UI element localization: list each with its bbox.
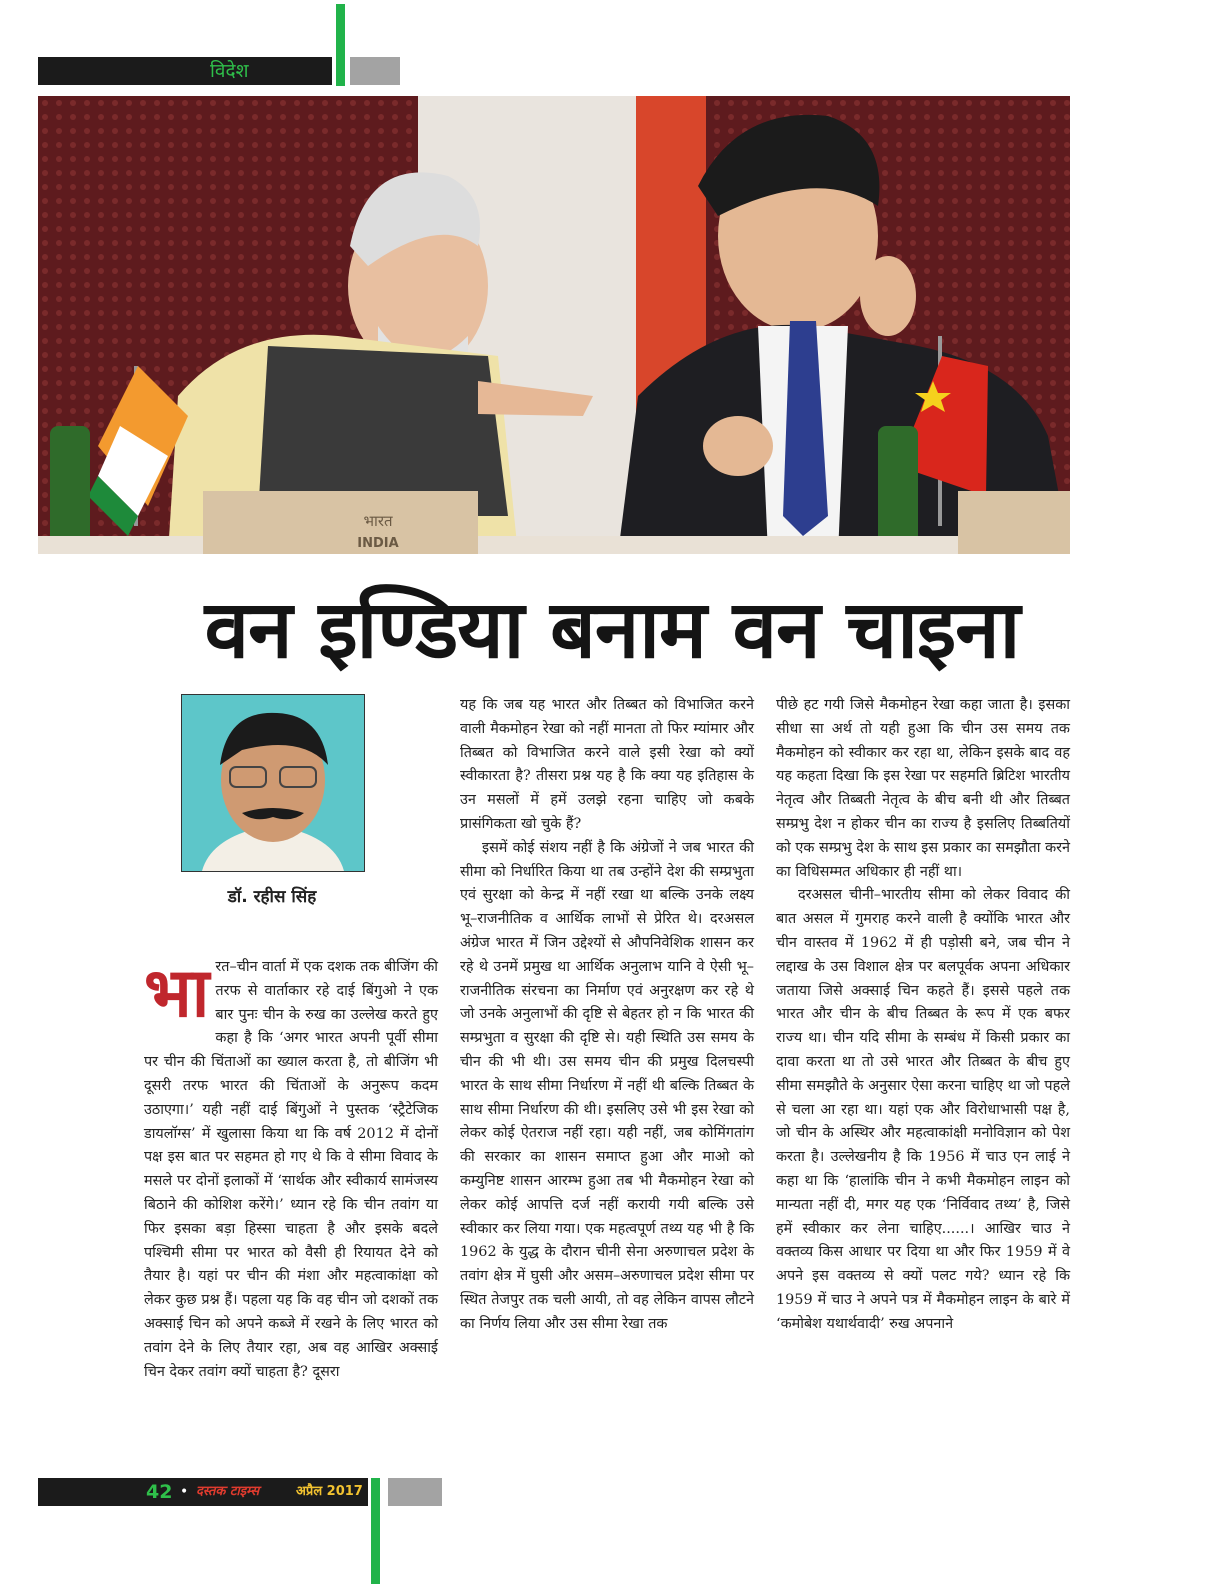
header-accent-stripe: [336, 4, 345, 86]
nameplate-english: INDIA: [357, 536, 399, 551]
header-grey-block: [350, 57, 400, 85]
section-label: विदेश: [210, 60, 249, 82]
author-portrait-illustration: [182, 695, 364, 871]
article-paragraph: यह कि जब यह भारत और तिब्बत को विभाजित करने वाली मैकमोहन रेखा को नहीं मानता तो फिर म्यांमार और तिब्बत को विभाजित करने वाले इसी रेखा को क्यों स्वीकारता है? तीसरा प्रश्न यह है कि क्या यह इतिहास के उन मसलों में हमें उलझे रहना चाहिए जो कबके प्रासंगिकता खो चुके हैं?: [460, 697, 754, 832]
nameplate-hindi: भारत: [363, 512, 393, 530]
article-column-1: [144, 956, 438, 1384]
issue-date: अप्रैल 2017: [296, 1484, 363, 1499]
page-number: 42: [146, 1481, 173, 1503]
article-column-2: [460, 694, 754, 1337]
article-paragraph: रत–चीन वार्ता में एक दशक तक बीजिंग की तरफ से वार्ताकार रहे दाई बिंगुओ ने एक बार पुनः चीन के रुख का उल्लेख करते हुए कहा है कि ‘अगर भारत अपनी पूर्वी सीमा पर चीन की चिंताओं का ख्याल करता है, तो बीजिंग भी दूसरी तरफ भारत की चिंताओं के अनुरूप कदम उठाएगा।’ यही नहीं दाई बिंगुओं ने पुस्तक ‘स्ट्रैटेजिक डायलॉग्स’ में खुलासा किया था कि वर्ष 2012 में दोनों पक्ष इस बात पर सहमत हो गए थे कि वे सीमा विवाद के मसले पर दोनों इलाकों में ‘सार्थक और स्वीकार्य सामंजस्य बिठाने की कोशिश करेंगे।’ ध्यान रहे कि चीन तवांग या फिर इसका बड़ा हिस्सा चाहता है और इसके बदले पश्चिमी सीमा पर भारत को वैसी ही रियायत देने को तैयार है। यहां पर चीन की मंशा और महत्वाकांक्षा को लेकर कुछ प्रश्न हैं। पहला यह कि वह चीन जो दशकों तक अक्साई चिन को अपने कब्जे में रखने के लिए भारत को तवांग देने के लिए तैयार रहा, अब वह आखिर अक्साई चिन देकर तवांग क्यों चाहता है? दूसरा: [144, 959, 438, 1380]
footer-grey-block: [388, 1478, 442, 1506]
footer-accent-stripe: [371, 1478, 380, 1584]
drop-cap: भा: [144, 954, 210, 1033]
magazine-logo: दस्तक टाइम्स: [196, 1484, 260, 1499]
article-headline: वन इण्डिया बनाम वन चाइना: [204, 583, 1020, 676]
footer-separator: •: [180, 1484, 189, 1500]
article-paragraph: दरअसल चीनी–भारतीय सीमा को लेकर विवाद की बात असल में गुमराह करने वाली है क्योंकि भारत और चीन वास्तव में 1962 में ही पड़ोसी बने, जब चीन ने लद्दाख के उस विशाल क्षेत्र पर बलपूर्वक अपना अधिकार जताया जिसे अक्साई चिन कहते हैं। इससे पहले तक भारत और चीन के बीच तिब्बत के रूप में एक बफर राज्य था। चीन यदि सीमा के सम्बंध में किसी प्रकार का दावा करता था तो उसे भारत और तिब्बत के बीच हुए सीमा समझौते के अनुसार ऐसा करना चाहिए था जो पहले से चला आ रहा था। यहां एक और विरोधाभासी पक्ष है, जो चीन के अस्थिर और महत्वाकांक्षी मनोविज्ञान को पेश करता है। उल्लेखनीय है कि 1956 में चाउ एन लाई ने कहा था कि ‘हालांकि चीन ने कभी मैकमोहन लाइन को मान्यता नहीं दी, मगर यह एक ‘निर्विवाद तथ्य’ है, जिसे हमें स्वीकार कर लेना चाहिए......। आखिर चाउ ने वक्तव्य किस आधार पर दिया था और फिर 1959 में वे अपने इस वक्तव्य से क्यों पलट गये? ध्यान रहे कि 1959 में चाउ ने अपने पत्र में मैकमोहन लाइन के बारे में ‘कमोबेश यथार्थवादी’ रुख अपनाने: [776, 887, 1070, 1332]
lead-photo-illustration: [38, 96, 1070, 554]
lead-photo: [38, 96, 1070, 554]
article-paragraph: पीछे हट गयी जिसे मैकमोहन रेखा कहा जाता है। इसका सीधा सा अर्थ तो यही हुआ कि चीन उस समय तक मैकमोहन को स्वीकार कर रहा था, लेकिन इसके बाद वह यह कहता दिखा कि इस रेखा पर सहमति ब्रिटिश भारतीय नेतृत्व और तिब्बती नेतृत्व के बीच बनी थी और तिब्बत सम्प्रभु देश न होकर चीन का राज्य है इसलिए तिब्बतियों को एक सम्प्रभु देश के साथ इस प्रकार का समझौता करने का विधिसम्मत अधिकार ही नहीं था।: [776, 697, 1070, 880]
author-name: डॉ. रहीस सिंह: [227, 887, 317, 907]
article-column-3: [776, 694, 1070, 1337]
author-photo: [181, 694, 365, 872]
section-header-bar: [38, 57, 332, 85]
article-paragraph: इसमें कोई संशय नहीं है कि अंग्रेजों ने जब भारत की सीमा को निर्धारित किया था तब उन्होंने देश की सम्प्रभुता एवं सुरक्षा को केन्द्र में नहीं रखा था बल्कि उनके लक्ष्य भू–राजनीतिक व आर्थिक लाभों से प्रेरित थे। दरअसल अंग्रेज भारत में जिन उद्देश्यों से औपनिवेशिक शासन कर रहे थे उनमें प्रमुख था आर्थिक अनुलाभ यानि वे ऐसी भू–राजनीतिक संरचना का निर्माण एवं अनुरक्षण कर रहे थे जो उनके अनुलाभों की दृष्टि से बेहतर हो न कि भारत की सम्प्रभुता व सुरक्षा की दृष्टि से। यही स्थिति उस समय के चीन की भी थी। उस समय चीन की प्रमुख दिलचस्पी भारत के साथ सीमा निर्धारण में नहीं थी बल्कि तिब्बत के साथ सीमा निर्धारण की थी। इसलिए उसे भी इस रेखा को लेकर कोई ऐतराज नहीं रहा। यही नहीं, जब कोमिंगतांग की सरकार का शासन समाप्त हुआ और माओ को कम्युनिष्ट शासन आरम्भ हुआ तब भी मैकमोहन रेखा को लेकर कोई आपत्ति दर्ज नहीं करायी गयी बल्कि उसे स्वीकार कर लिया गया। एक महत्वपूर्ण तथ्य यह भी है कि 1962 के युद्ध के दौरान चीनी सेना अरुणाचल प्रदेश के तवांग क्षेत्र में घुसी और असम–अरुणाचल प्रदेश सीमा पर स्थित तेजपुर तक चली आयी, तो वह लेकिन वापस लौटने का निर्णय लिया और उस सीमा रेखा तक: [460, 839, 754, 1332]
